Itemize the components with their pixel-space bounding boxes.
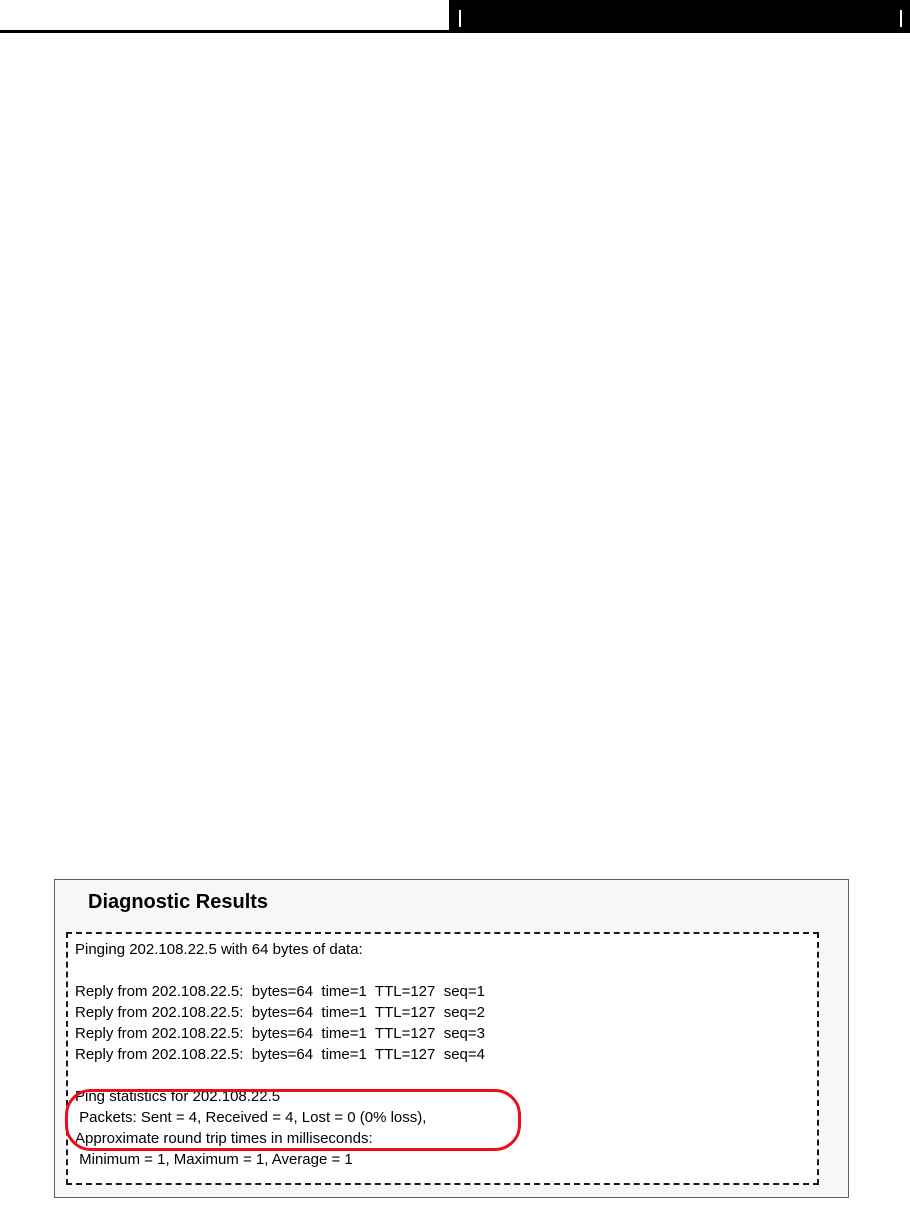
result-line: Reply from 202.108.22.5: bytes=64 time=1 TTL=127 seq=2 xyxy=(75,1004,485,1021)
diagnostic-results-panel xyxy=(54,879,849,1198)
header-rule xyxy=(0,30,452,33)
header-bar-divider-right xyxy=(900,10,902,27)
result-line: Minimum = 1, Maximum = 1, Average = 1 xyxy=(75,1151,353,1168)
panel-title: Diagnostic Results xyxy=(88,891,269,913)
result-line: Ping statistics for 202.108.22.5 xyxy=(75,1088,281,1105)
header-bar-divider-left xyxy=(459,10,461,27)
result-line: Packets: Sent = 4, Received = 4, Lost = 0 (0% loss), xyxy=(75,1109,427,1126)
results-output-box xyxy=(66,932,819,1185)
result-line: Reply from 202.108.22.5: bytes=64 time=1 TTL=127 seq=1 xyxy=(75,983,485,1000)
result-line: Approximate round trip times in milliseconds: xyxy=(75,1130,373,1147)
result-line: Reply from 202.108.22.5: bytes=64 time=1 TTL=127 seq=3 xyxy=(75,1025,485,1042)
result-line: Reply from 202.108.22.5: bytes=64 time=1 TTL=127 seq=4 xyxy=(75,1046,485,1063)
header-bar xyxy=(449,0,910,33)
result-line: Pinging 202.108.22.5 with 64 bytes of data: xyxy=(75,941,363,958)
